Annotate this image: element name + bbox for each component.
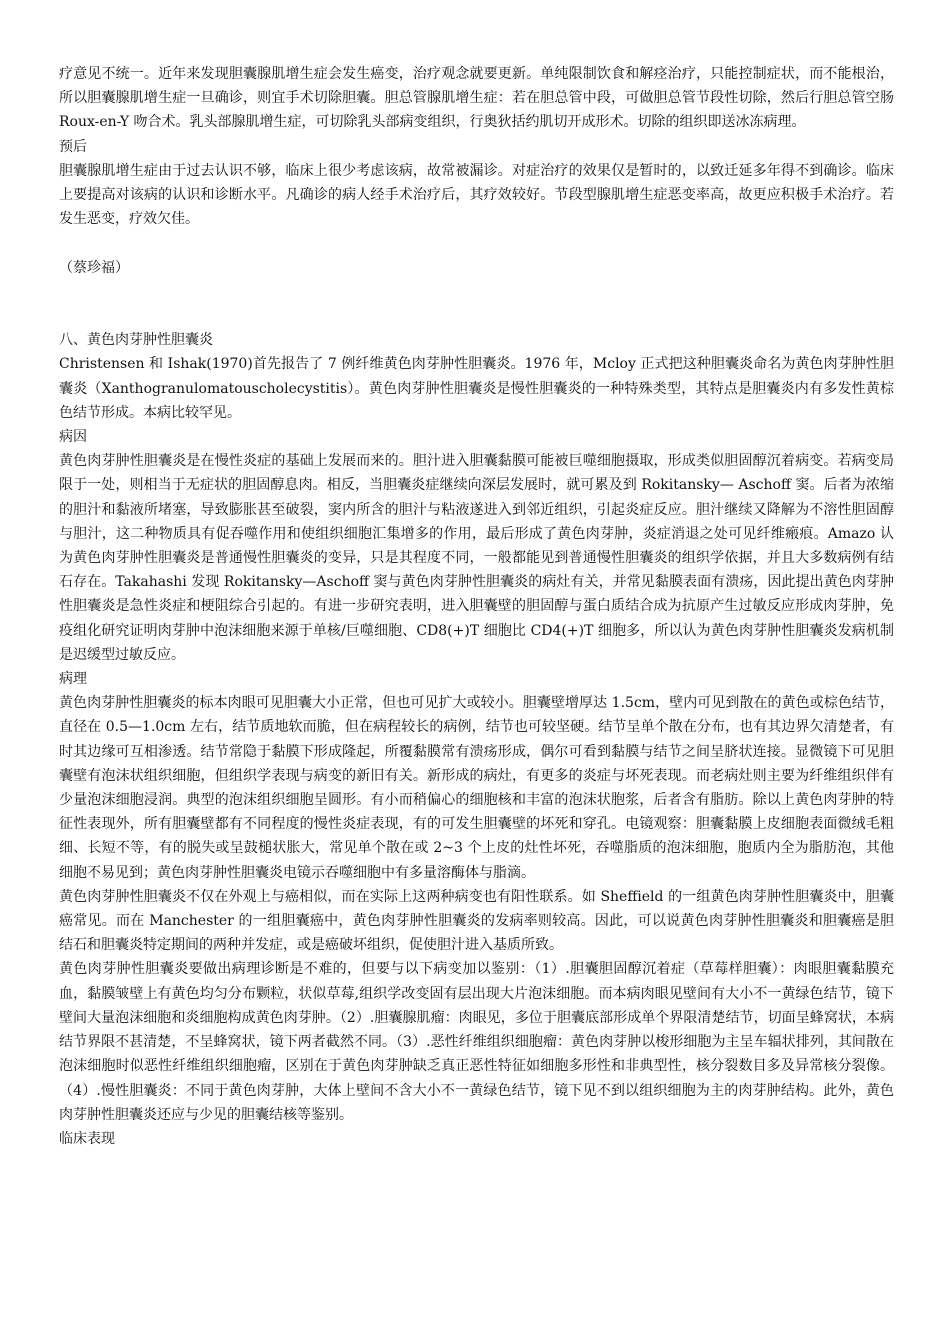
heading-prognosis: 预后 bbox=[59, 138, 87, 155]
paragraph-pathology: 黄色肉芽肿性胆囊炎的标本肉眼可见胆囊大小正常，但也可见扩大或较小。胆囊壁增厚达 1.5cm，壁内可见到散在的黄色或棕色结节，直径在 0.5—1.0cm 左右，结节质地软而脆，但在病程较长的病例，结节也可较坚硬。结节呈单个散在分布，也有其边界欠清楚者，有时其边缘可互相渗透。结节常隐于黏膜下形成隆起，所覆黏膜常有溃疡形成，偶尔可看到黏膜与结节之间呈脐状连接。显微镜下可见胆囊壁有泡沫状组织细胞，但组织学表现与病变的新旧有关。新形成的病灶，有更多的炎症与坏死表现。而老病灶则主要为纤维组织伴有少量泡沫细胞浸润。典型的泡沫组织细胞呈圆形。有小而稍偏心的细胞核和丰富的泡沫状胞浆，后者含有脂肪。除以上黄色肉芽肿的特征性表现外，所有胆囊壁都有不同程度的慢性炎症表现，有的可发生胆囊壁的坏死和穿孔。电镜观察：胆囊黏膜上皮细胞表面微绒毛粗细、长短不等，有的脱失或呈鼓槌状胀大，常见单个散在或 2~3 个上皮的灶性坏死，吞噬脂质的泡沫细胞，胞质内全为脂肪泡，其他细胞不易见到；黄色肉芽肿性胆囊炎电镜示吞噬细胞中有多量溶酶体与脂滴。 bbox=[59, 695, 894, 881]
heading-etiology: 病因 bbox=[59, 429, 87, 446]
paragraph-cancer-relation: 黄色肉芽肿性胆囊炎不仅在外观上与癌相似，而在实际上这两种病变也有阳性联系。如 Sheffield 的一组黄色肉芽肿性胆囊炎中，胆囊癌常见。而在 Manchester 的一组胆囊癌中，黄色肉芽肿性胆囊炎的发病率则较高。因此，可以说黄色肉芽肿性胆囊炎和胆囊癌是胆结石和胆囊炎特定期间的两种并发症，或是癌破坏组织，促使胆汁进入基质所致。 bbox=[59, 888, 894, 954]
paragraph-etiology: 黄色肉芽肿性胆囊炎是在慢性炎症的基础上发展而来的。胆汁进入胆囊黏膜可能被巨噬细胞摄取，形成类似胆固醇沉着病变。若病变局限于一处，则相当于无症状的胆固醇息肉。相反，当胆囊炎症继续向深层发展时，就可累及到 Rokitansky— Aschoff 窦。后者为浓缩的胆汁和黏液所堵塞，导致膨胀甚至破裂，窦内所含的胆汁与粘液遂进入到邻近组织，引起炎症反应。胆汁继续又降解为不溶性胆固醇与胆汁，这二种物质具有促吞噬作用和使组织细胞汇集增多的作用，最后形成了黄色肉芽肿，炎症消退之处可见纤维瘢痕。Amazo 认为黄色肉芽肿性胆囊炎是普通慢性胆囊炎的变异，只是其程度不同，一般都能见到普通慢性胆囊炎的组织学依据，并且大多数病例有结石存在。Takahashi 发现 Rokitansky—Aschoff 窦与黄色肉芽肿性胆囊炎的病灶有关，并常见黏膜表面有溃疡，因此提出黄色肉芽肿性胆囊炎是急性炎症和梗阻综合引起的。有进一步研究表明，进入胆囊壁的胆固醇与蛋白质结合成为抗原产生过敏反应形成肉芽肿，免疫组化研究证明肉芽肿中泡沫细胞来源于单核/巨噬细胞、CD8(+)T 细胞比 CD4(+)T 细胞多，所以认为黄色肉芽肿性胆囊炎发病机制是迟缓型过敏反应。 bbox=[59, 453, 894, 663]
paragraph-prognosis: 胆囊腺肌增生症由于过去认识不够，临床上很少考虑该病，故常被漏诊。对症治疗的效果仅是暂时的，以致迁延多年得不到确诊。临床上要提高对该病的认识和诊断水平。凡确诊的病人经手术治疗后，其疗效较好。节段型腺肌增生症恶变率高，故更应积极手术治疗。若发生恶变，疗效欠佳。 bbox=[59, 162, 894, 228]
heading-clinical: 临床表现 bbox=[59, 1130, 115, 1147]
document-page bbox=[59, 62, 894, 1151]
paragraph-treatment-end: 疗意见不统一。近年来发现胆囊腺肌增生症会发生癌变，治疗观念就要更新。单纯限制饮食和解痉治疗，只能控制症状，而不能根治，所以胆囊腺肌增生症一旦确诊，则宜手术切除胆囊。胆总管腺肌增生症：若在胆总管中段，可做胆总管节段性切除，然后行胆总管空肠 Roux-en-Y 吻合术。乳头部腺肌增生症，可切除乳头部病变组织，行奥狄括约肌切开成形术。切除的组织即送冰冻病理。 bbox=[59, 66, 894, 131]
paragraph-intro: Christensen 和 Ishak(1970)首先报告了 7 例纤维黄色肉芽肿性胆囊炎。1976 年，Mcloy 正式把这种胆囊炎命名为黄色肉芽肿性胆囊炎（Xanthogranulomatouscholecystitis）。黄色肉芽肿性胆囊炎是慢性胆囊炎的一种特殊类型，其特点是胆囊炎内有多发性黄棕色结节形成。本病比较罕见。 bbox=[59, 356, 894, 421]
heading-pathology: 病理 bbox=[59, 671, 87, 688]
section-heading-8: 八、黄色肉芽肿性胆囊炎 bbox=[59, 332, 213, 349]
author-credit: （蔡珍福） bbox=[59, 259, 129, 276]
paragraph-differential: 黄色肉芽肿性胆囊炎要做出病理诊断是不难的，但要与以下病变加以鉴别：（1）.胆囊胆固醇沉着症（草莓样胆囊）：肉眼胆囊黏膜充血，黏膜皱壁上有黄色均匀分布颗粒，状似草莓,组织学改变固有层出现大片泡沫细胞。而本病肉眼见壁间有大小不一黄绿色结节，镜下壁间大量泡沫细胞和炎细胞构成黄色肉芽肿。（2）.胆囊腺肌瘤：肉眼见，多位于胆囊底部形成单个界限清楚结节，切面呈蜂窝状，本病结节界限不甚清楚，不呈蜂窝状，镜下两者截然不同。（3）.恶性纤维组织细胞瘤：黄色肉芽肿以梭形细胞为主呈车辐状排列，其间散在泡沫细胞时似恶性纤维组织细胞瘤，区别在于黄色肉芽肿缺乏真正恶性特征如细胞多形性和非典型性，核分裂数目多及异常核分裂像。（4）.慢性胆囊炎：不同于黄色肉芽肿，大体上壁间不含大小不一黄绿色结节，镜下见不到以组织细胞为主的肉芽肿结构。此外，黄色肉芽肿性胆囊炎还应与少见的胆囊结核等鉴别。 bbox=[59, 961, 894, 1123]
spacer bbox=[59, 280, 894, 328]
spacer bbox=[59, 231, 894, 255]
